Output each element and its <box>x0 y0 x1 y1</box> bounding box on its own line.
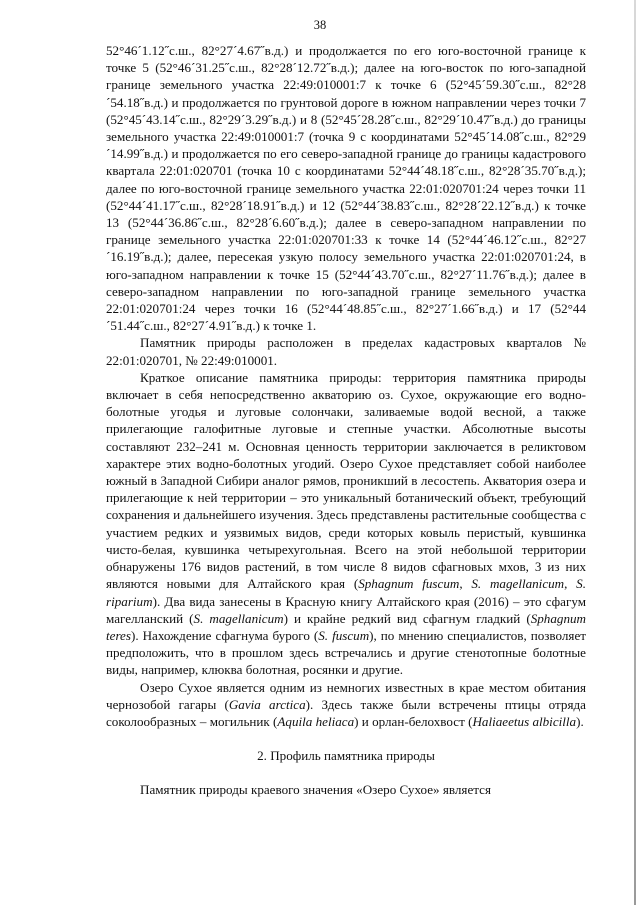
spacer <box>106 730 586 747</box>
italic-text: S. fuscum <box>318 627 370 643</box>
text-run: ). Нахождение сфагнума бурого ( <box>130 627 319 643</box>
italic-text: S. magellanicum <box>471 576 565 592</box>
text-run: Памятник природы расположен в пределах кадастровых кварталов № 22:01:020701, № 22:49:010001. <box>106 335 586 368</box>
section-heading: 2. Профиль памятника природы <box>257 748 435 764</box>
scan-edge <box>634 0 636 905</box>
italic-text: Gavia arctica <box>228 696 306 712</box>
final-paragraph: Памятник природы краевого значения «Озеро Сухое» является <box>140 782 491 798</box>
spacer <box>106 764 586 781</box>
text-run: ), по мнению специалистов, позволяет предположить, что в прошлом здесь встречались и другие стенотопные болотные виды, например, клюква болотная, росянки и другие. <box>106 627 586 678</box>
text-run: ) и крайне редкий вид сфагнум гладкий ( <box>283 610 531 626</box>
text-run: ) и орлан-белохвост ( <box>354 713 473 729</box>
paragraph <box>106 369 586 679</box>
italic-text: Aquila heliaca <box>277 713 355 729</box>
italic-text: Sphagnum teres <box>106 610 586 643</box>
page-number: 38 <box>313 18 327 32</box>
text-run: ). <box>576 713 584 729</box>
italic-text: S. riparium <box>106 576 586 609</box>
paragraph <box>106 334 586 368</box>
paragraphs <box>106 42 586 730</box>
paragraph <box>106 679 586 731</box>
text-run: , <box>459 576 472 592</box>
text-run: ). Два вида занесены в Красную книгу Алтайского края (2016) – это сфагум магелланский ( <box>106 593 586 626</box>
text-run: 52°46´1.12˝с.ш., 82°27´4.67˝в.д.) и продолжается по его юго-восточной границе к точке 5 (52°46´31.25˝с.ш., 82°28´12.72˝в.д.); далее на юго-восток по юго-западной границе земельного участка 22:49:010001:7 к точке 6 (52°45´59.30˝с.ш., 82°28´54.18˝в.д.) и продолжается по грунтовой дороге в южном направлении через точки 7 (52°45´43.14˝с.ш., 82°29´3.29˝в.д.) и 8 (52°45´28.28˝с.ш., 82°29´10.47˝в.д.) до границы земельного участка 22:49:010001:7 (точка 9 с координатами 52°45´14.08˝с.ш., 82°29´14.99˝в.д.) и продолжается по его северо-западной границе до границы кадастрового квартала 22:01:020701 (точка 10 с координатами 52°44´48.18˝с.ш., 82°28´35.70˝в.д.); далее по юго-восточной границе земельного участка 22:01:020701:24 через точки 11 (52°44´41.17˝с.ш., 82°28´18.91˝в.д.) и 12 (52°44´38.83˝с.ш., 82°28´22.12˝в.д.) к точке 13 (52°44´36.86˝с.ш., 82°28´6.60˝в.д.); далее в северо-западном направлении по границе земельного участка 22:01:020701:33 к точке 14 (52°44´46.12˝с.ш., 82°27´16.19˝в.д.); далее, пересекая узкую полосу земельного участка 22:01:020701:24, в юго-западном направлении к точке 15 (52°44´43.70˝с.ш., 82°27´11.76˝в.д.); далее в северо-западном направлении по юго-западной границе земельного участка 22:01:020701:24 через точки 16 (52°44´48.85˝с.ш., 82°27´1.66˝в.д.) и 17 (52°44´51.44˝с.ш., 82°27´4.91˝в.д.) к точке 1. <box>106 43 586 334</box>
italic-text: Sphagnum fuscum <box>358 576 460 592</box>
text-run: ). Здесь также были встречены птицы отряда соколообразных – могильник ( <box>106 696 586 729</box>
text-run: Краткое описание памятника природы: территория памятника природы включает в себя непосредственно акваторию оз. Сухое, окружающие его водно-болотные угодья и луговые солончаки, заливаемые водой весной, а также прилегающие галофитные луговые и степные участки. Абсолютные высоты составляют 232–241 м. Основная ценность территории заключается в реликтовом характере этих водно-болотных угодий. Озеро Сухое представляет собой наиболее южный в Западной Сибири аналог рямов, проникший в лесостепь. Акватория озера и прилегающие к ней территории – это уникальный ботанический объект, требующий сохранения и дальнейшего изучения. Здесь представлены растительные сообщества с участием редких и уязвимых видов, среди которых ковыль перистый, кувшинка чисто-белая, кувшинка четырехугольная. Всего на этой небольшой территории обнаружены 176 видов растений, в том числе 8 видов сфагновых мхов, 3 из них являются новыми для Алтайского края ( <box>106 369 586 592</box>
text-run: Озеро Сухое является одним из немногих известных в крае местом обитания чернозобой гагары ( <box>106 679 586 712</box>
italic-text: Haliaeetus albicilla <box>472 713 577 729</box>
italic-text: S. magellanicum <box>193 610 284 626</box>
document-body <box>106 42 586 799</box>
paragraph <box>106 42 586 334</box>
text-run: , <box>564 576 577 592</box>
